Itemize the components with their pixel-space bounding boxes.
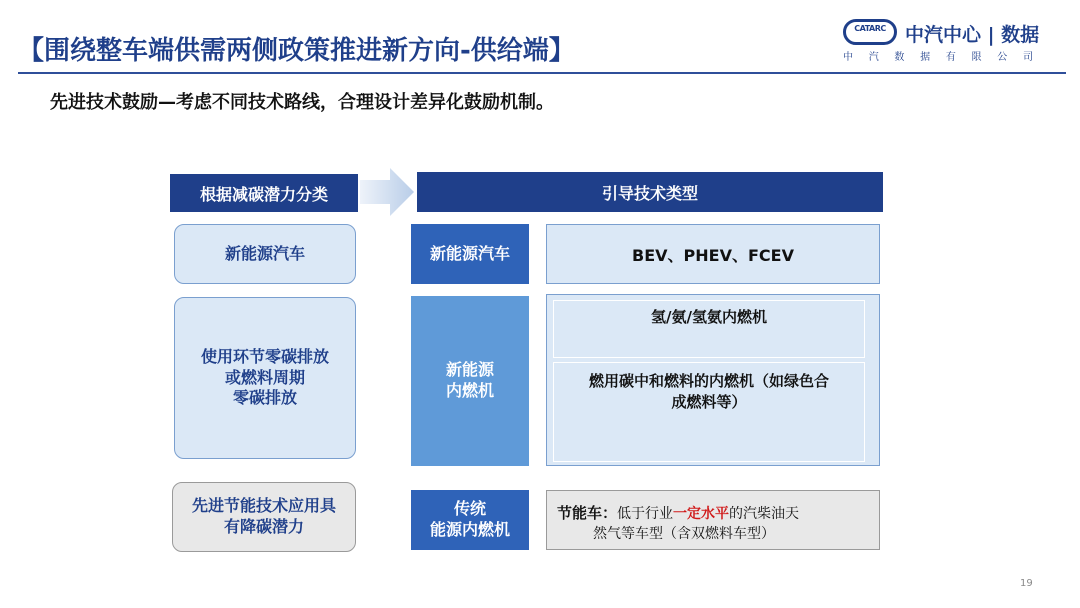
title-divider — [18, 72, 1066, 74]
detail-conventional-ice — [546, 490, 880, 550]
logo-sub-text: 中汽数据有限公司 — [843, 52, 1035, 63]
right-arrow-icon — [360, 168, 414, 216]
detail-conv-highlight: 一定水平 — [673, 506, 730, 522]
type-nev — [411, 224, 529, 284]
right-column-header: 引导技术类型 — [417, 172, 883, 212]
detail-conv-label: 节能车： — [557, 504, 618, 522]
page-title: 【围绕整车端供需两侧政策推进新方向-供给端】 — [18, 36, 575, 66]
type-nev-label: 新能源汽车 — [429, 243, 510, 263]
type-conventional-ice-label: 传统 能源内燃机 — [429, 499, 510, 539]
detail-conv-line-1 — [557, 503, 799, 524]
company-logo — [843, 14, 1073, 64]
detail-conv-line-2: 然气等车型（含双燃料车型） — [593, 526, 775, 542]
category-nev — [174, 224, 356, 284]
type-conventional-ice — [411, 490, 529, 550]
category-energy-saving — [172, 482, 356, 552]
detail-ice-text-1: 氢/氨/氢氨内燃机 — [651, 308, 767, 326]
left-column-header: 根据减碳潜力分类 — [170, 174, 358, 212]
type-new-energy-ice — [411, 296, 529, 466]
detail-ice-box-1 — [553, 300, 865, 358]
logo-main-text: 中汽中心 | 数据 — [905, 24, 1040, 46]
type-new-energy-ice-label: 新能源 内燃机 — [445, 360, 494, 400]
detail-nev-text: BEV、PHEV、FCEV — [632, 245, 794, 265]
detail-nev — [546, 224, 880, 284]
detail-ice-text-2: 燃用碳中和燃料的内燃机（如绿色合 成燃料等） — [588, 372, 829, 411]
logo-badge-text: CATARC — [854, 24, 886, 33]
page-number: 19 — [1020, 578, 1033, 589]
detail-conv-text-a: 低于行业 — [617, 506, 674, 522]
category-nev-label: 新能源汽车 — [224, 243, 305, 263]
category-zero-carbon-label: 使用环节零碳排放 或燃料周期 零碳排放 — [200, 346, 329, 408]
category-zero-carbon — [174, 297, 356, 459]
detail-conv-text-b: 的汽柴油天 — [729, 506, 800, 522]
category-energy-saving-label: 先进节能技术应用具 有降碳潜力 — [191, 496, 336, 536]
detail-ice-box-2 — [553, 362, 865, 462]
page-subtitle: 先进技术鼓励—考虑不同技术路线，合理设计差异化鼓励机制。 — [50, 92, 554, 113]
